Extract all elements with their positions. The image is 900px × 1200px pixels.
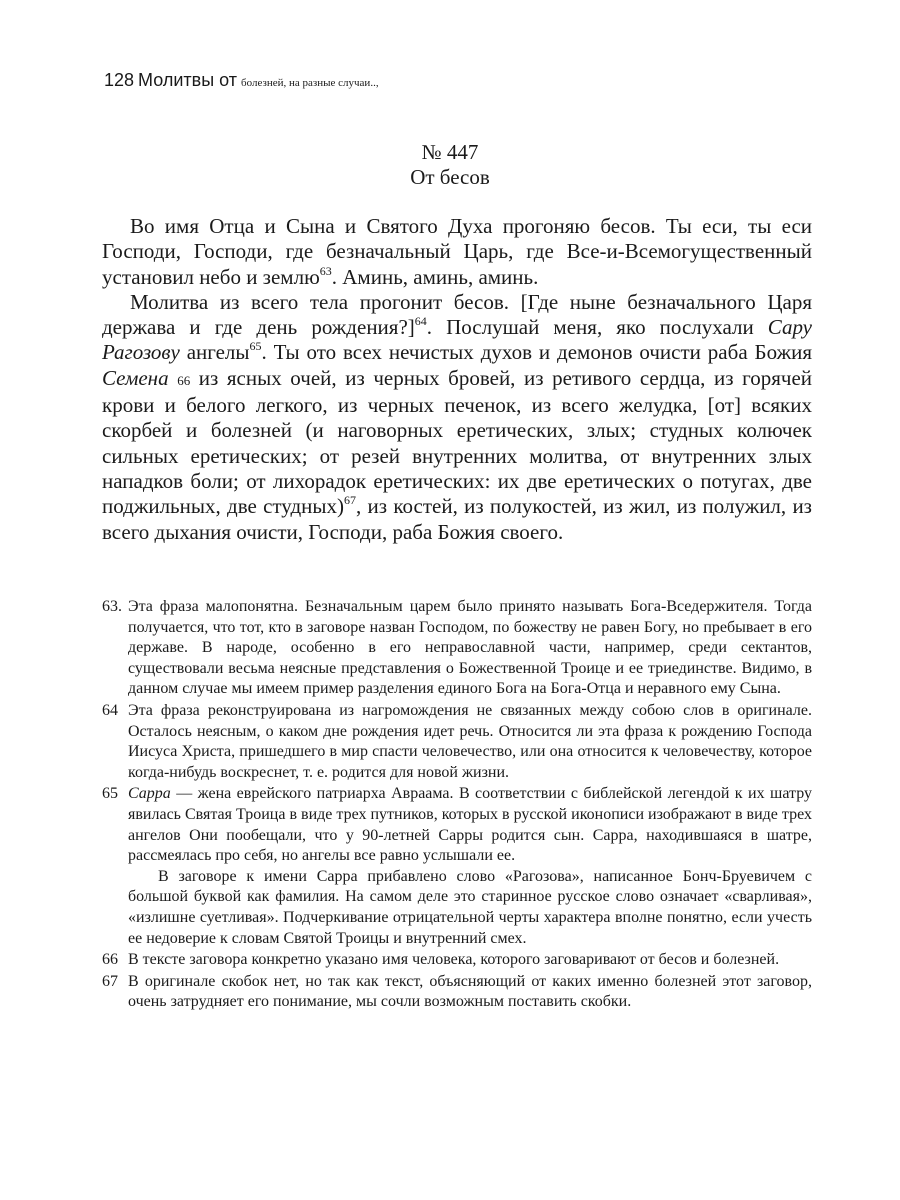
footnote-ref-65: 65 (249, 339, 262, 354)
footnote-ref-67: 67 (344, 493, 357, 508)
footnote-ref-64: 64 (414, 314, 427, 329)
italic-name-sara: Сару Рагозову (102, 315, 812, 365)
footnote-text: Эта фраза малопонятна. Безначальным царем было принято называть Бога-Вседержителя. Тогда получается, что тот, кто в заговоре назван Господом, по божеству не равен Богу, но пребывает в его державе. В народе, особенно в его неправославной части, например, среди сектантов, существовали весьма неясные представления о Божественной Троице и ее триединстве. Видимо, в данном случае мы имеем пример разделения единого Бога на Бога-Отца и неравного ему Сына. (128, 598, 812, 698)
footnote-text-continued: В заговоре к имени Сарра прибавлено слово «Рагозова», написанное Бонч-Бруевичем с большой буквой как фамилия. На самом деле это старинное русское слово означает «сварливая», «излишне суетливая». Подчеркивание отрицательной черты характера вполне понятно, если учесть ее недоверие к словам Святой Троицы и внутренний смех. (128, 867, 812, 947)
footnote-ref-63: 63 (319, 263, 332, 278)
footnote-name-sarra: Сарра (128, 785, 171, 803)
italic-name-semen: Семена (102, 365, 169, 390)
footnote-text: В тексте заговора конкретно указано имя человека, которого заговаривают от бесов и болезней. (128, 951, 780, 969)
footnote-text: Сарра — жена еврейского патриарха Авраама. В соответствии с библейской легендой к их шатру явилась Святая Троица в виде трех путников, которых в русской иконописи изображают в виде трех ангелов Они пообещали, что у 90-летней Сарры родится сын. Сарра, находившаяся в шатре, рассмеялась про себя, но ангелы все равно услышали ее. (128, 785, 812, 865)
footnote-text: Эта фраза реконструирована из нагромождения не связанных между собою слов в оригинале. Осталось неясным, о каком дне рождения идет речь. Относится ли эта фраза к рождению Господа Иисуса Христа, пришедшего в мир спасти человечество, или она относится к человечеству, которое когда-нибудь воскреснет, т. е. родится для новой жизни. (128, 701, 812, 781)
prayer-number: № 447 (421, 140, 479, 164)
footnotes (102, 597, 812, 1014)
footnote-number: 67 (102, 972, 118, 990)
footnote-65 (102, 784, 812, 949)
page-number: 128 (104, 70, 135, 90)
running-header (104, 70, 379, 91)
footnote-number: 63. (102, 598, 122, 615)
paragraph-2: Молитва из всего тела прогонит бесов. [Где ныне безначального Царя держава и где день рождения?]$^{64}$. Послушай меня, яко послухали Сару Рагозову ангелы$^{65}$. Ты ото всех нечистых духов и демонов очисти раба Божия Семена 66 из ясных очей, из черных бровей, из ретивого сердца, из горячей крови и белого легкого, из черных печенок, из всего желудка, [от] всяких скорбей и болезней (и наговорных еретических, злых; студных колючек сильных еретических; от резей внутренних молитва, от внутренних злых нападков боли; от лихорадок еретических: их две еретических о потугах, две поджильных, две студных)$^{67}$, из костей, из полукостей, из жил, из полужил, из всего дыхания очисти, Господи, раба Божия своего. (102, 289, 813, 544)
footnote-number: 65 (102, 785, 118, 803)
header-title-small: болезней, на разные случаи.., (241, 77, 379, 89)
footnote-number: 66 (102, 951, 118, 969)
prayer-text (102, 214, 812, 545)
prayer-heading (0, 140, 900, 190)
footnote-66 (102, 950, 812, 971)
prayer-title: От бесов (410, 165, 490, 189)
footnote-text: В оригинале скобок нет, но так как текст, объясняющий от каких именно болезней этот заговор, очень затрудняет его понимание, мы сочли возможным поставить скобки. (128, 972, 812, 1011)
footnote-67 (102, 972, 812, 1013)
footnote-number: 64 (102, 701, 118, 719)
paragraph-1: Во имя Отца и Сына и Святого Духа прогоняю бесов. Ты еси, ты еси Господи, Господи, где безначальный Царь, где Все-и-Всемогущественный установил небо и землю$^{63}$. Аминь, аминь, аминь. (102, 214, 812, 289)
footnote-ref-66: 66 (177, 372, 191, 388)
footnote-63 (102, 597, 812, 700)
footnote-64 (102, 701, 812, 783)
header-title-large: Молитвы от (138, 70, 238, 90)
